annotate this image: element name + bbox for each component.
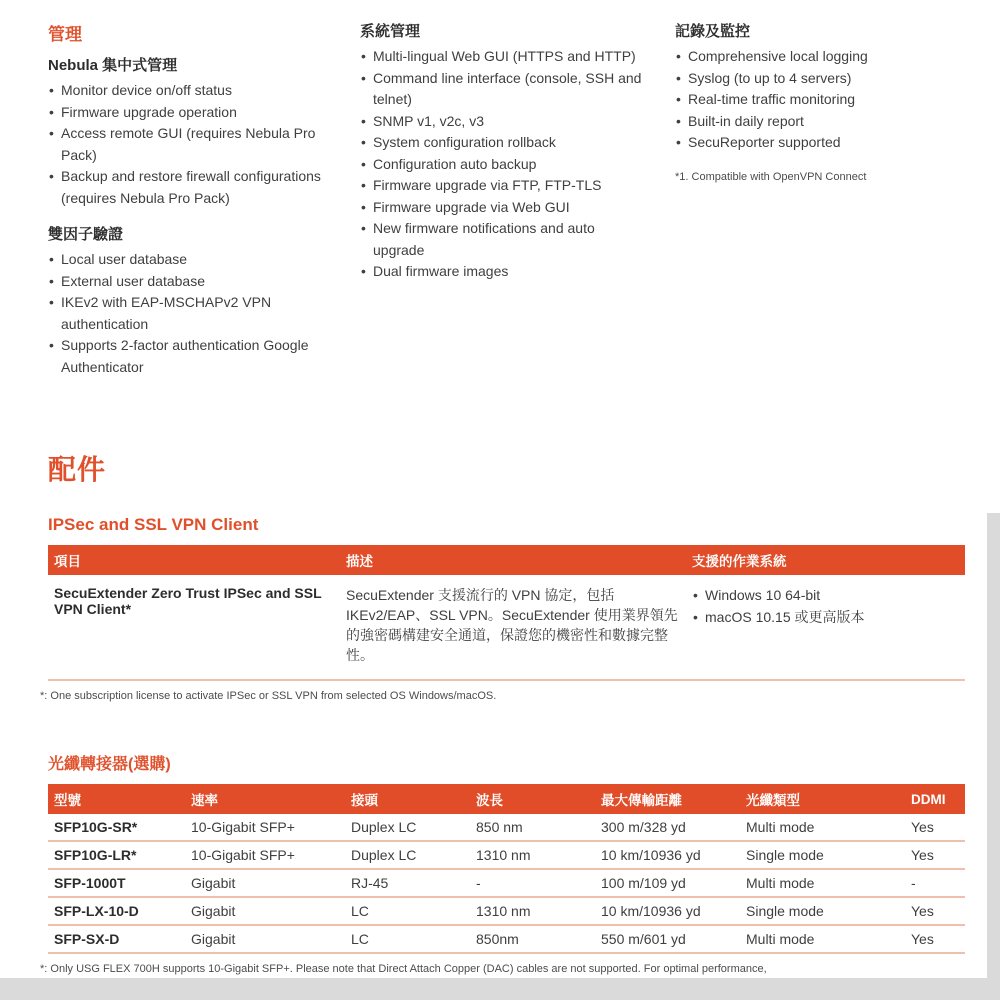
cell-connector: Duplex LC (345, 814, 470, 841)
header-cell-max-distance: 最大傳輸距離 (595, 784, 740, 814)
cell-model: SFP10G-LR* (48, 841, 185, 869)
cell-ddmi: - (905, 869, 965, 897)
openvpn-footnote: *1. Compatible with OpenVPN Connect (675, 170, 867, 183)
system-bullet-list (360, 46, 648, 283)
table-row (48, 869, 965, 897)
list-item: • Multi-lingual Web GUI (HTTPS and HTTP) (360, 46, 648, 68)
table-row (48, 897, 965, 925)
management-column-2 (360, 20, 648, 448)
logging-bullet-list (675, 46, 967, 154)
list-item: • Local user database (48, 249, 322, 271)
cell-wavelength: 850 nm (470, 814, 595, 841)
cell-max-distance: 550 m/601 yd (595, 925, 740, 953)
header-cell-fiber-type: 光纖類型 (740, 784, 905, 814)
transceiver-table (48, 784, 965, 954)
management-column-1 (48, 20, 322, 448)
cell-connector: RJ-45 (345, 869, 470, 897)
header-cell-supported-os: 支援的作業系統 (686, 545, 965, 575)
header-cell-wavelength: 波長 (470, 784, 595, 814)
management-column-3 (675, 20, 967, 448)
subsection-title-logging: 記錄及監控 (675, 23, 751, 40)
supported-os-list (692, 585, 957, 628)
cell-wavelength: 1310 nm (470, 841, 595, 869)
list-item: • SNMP v1, v2c, v3 (360, 111, 648, 133)
list-item: • Windows 10 64-bit (692, 585, 957, 607)
footnote-line: *: Only USG FLEX 700H supports 10-Gigabit SFP+. Please note that Direct Attach Copper (DAC) cables are not supported. For optimal performance, (40, 963, 767, 975)
cell-ddmi: Yes (905, 897, 965, 925)
page-edge-right (987, 513, 1000, 1000)
table-row (48, 841, 965, 869)
list-item: • Supports 2-factor authentication Google Authenticator (48, 335, 322, 378)
cell-max-distance: 10 km/10936 yd (595, 841, 740, 869)
table-row (48, 814, 965, 841)
header-cell-item: 項目 (48, 545, 340, 575)
cell-ddmi: Yes (905, 814, 965, 841)
list-item: • macOS 10.15 或更高版本 (692, 607, 957, 629)
cell-model: SFP-LX-10-D (48, 897, 185, 925)
subsection-title-system: 系統管理 (360, 23, 421, 40)
cell-fiber-type: Single mode (740, 897, 905, 925)
table-header-row (48, 784, 965, 814)
cell-connector: Duplex LC (345, 841, 470, 869)
cell-fiber-type: Multi mode (740, 925, 905, 953)
cell-description: SecuExtender 支援流行的 VPN 協定，包括 IKEv2/EAP、SSL VPN。SecuExtender 使用業界領先的強密碼構建安全通道，保證您的機密性和數據完整性。 (346, 587, 678, 663)
cell-fiber-type: Multi mode (740, 814, 905, 841)
list-item: • Firmware upgrade via Web GUI (360, 197, 648, 219)
management-section (48, 20, 1000, 448)
list-item: • Firmware upgrade via FTP, FTP-TLS (360, 175, 648, 197)
cell-connector: LC (345, 925, 470, 953)
list-item: • Access remote GUI (requires Nebula Pro Pack) (48, 123, 322, 166)
nebula-bullet-list (48, 80, 322, 209)
list-item: • Backup and restore firewall configurations (requires Nebula Pro Pack) (48, 166, 322, 209)
cell-max-distance: 100 m/109 yd (595, 869, 740, 897)
list-item: • Monitor device on/off status (48, 80, 322, 102)
cell-fiber-type: Single mode (740, 841, 905, 869)
cell-item-name: SecuExtender Zero Trust IPSec and SSL VPN Client* (54, 585, 322, 617)
section-title-accessories: 配件 (48, 454, 107, 485)
cell-speed: Gigabit (185, 869, 345, 897)
header-cell-model: 型號 (48, 784, 185, 814)
cell-ddmi: Yes (905, 925, 965, 953)
list-item: • Command line interface (console, SSH and telnet) (360, 68, 648, 111)
subsection-title-nebula: Nebula 集中式管理 (48, 57, 178, 74)
list-item: • New firmware notifications and auto upgrade (360, 218, 648, 261)
header-cell-description: 描述 (340, 545, 686, 575)
cell-fiber-type: Multi mode (740, 869, 905, 897)
cell-ddmi: Yes (905, 841, 965, 869)
cell-speed: 10-Gigabit SFP+ (185, 841, 345, 869)
header-cell-ddmi: DDMI (905, 784, 965, 814)
cell-wavelength: - (470, 869, 595, 897)
vpn-client-table-title: IPSec and SSL VPN Client (48, 515, 259, 534)
cell-model: SFP10G-SR* (48, 814, 185, 841)
cell-max-distance: 10 km/10936 yd (595, 897, 740, 925)
cell-model: SFP-SX-D (48, 925, 185, 953)
cell-wavelength: 1310 nm (470, 897, 595, 925)
two-factor-bullet-list (48, 249, 322, 378)
section-title-management: 管理 (48, 25, 82, 44)
list-item: • SecuReporter supported (675, 132, 967, 154)
cell-max-distance: 300 m/328 yd (595, 814, 740, 841)
cell-model: SFP-1000T (48, 869, 185, 897)
vpn-client-footnote: *: One subscription license to activate IPSec or SSL VPN from selected OS Windows/macOS. (40, 690, 497, 702)
cell-wavelength: 850nm (470, 925, 595, 953)
table-row (48, 925, 965, 953)
header-cell-speed: 速率 (185, 784, 345, 814)
vpn-client-table (48, 545, 965, 681)
list-item: • Built-in daily report (675, 111, 967, 133)
cell-connector: LC (345, 897, 470, 925)
list-item: • Syslog (to up to 4 servers) (675, 68, 967, 90)
cell-supported-os (686, 575, 965, 680)
list-item: • IKEv2 with EAP-MSCHAPv2 VPN authentication (48, 292, 322, 335)
header-cell-connector: 接頭 (345, 784, 470, 814)
list-item: • External user database (48, 271, 322, 293)
table-row (48, 575, 965, 680)
table-header-row (48, 545, 965, 575)
list-item: • System configuration rollback (360, 132, 648, 154)
page-edge-bottom (0, 978, 1000, 1000)
list-item: • Firmware upgrade operation (48, 102, 322, 124)
cell-speed: 10-Gigabit SFP+ (185, 814, 345, 841)
list-item: • Configuration auto backup (360, 154, 648, 176)
transceiver-table-title: 光纖轉接器(選購) (48, 756, 171, 773)
list-item: • Dual firmware images (360, 261, 648, 283)
cell-speed: Gigabit (185, 897, 345, 925)
subsection-title-two-factor: 雙因子驗證 (48, 226, 124, 243)
cell-speed: Gigabit (185, 925, 345, 953)
list-item: • Comprehensive local logging (675, 46, 967, 68)
list-item: • Real-time traffic monitoring (675, 89, 967, 111)
